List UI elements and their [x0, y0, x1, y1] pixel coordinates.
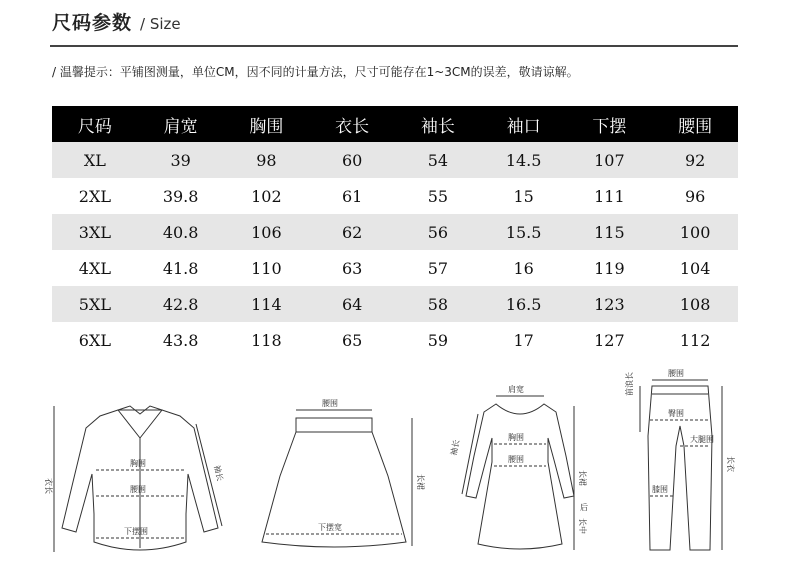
skirt-length-label: 长裙 — [416, 474, 425, 490]
pants-knee-label: 膝围 — [652, 485, 668, 494]
table-cell: 115 — [567, 214, 653, 250]
size-table-header-row — [52, 106, 738, 142]
table-row — [52, 322, 738, 358]
dress-sleeve-line — [462, 414, 478, 494]
table-cell: 108 — [652, 286, 738, 322]
column-header: 袖口 — [481, 106, 567, 142]
table-cell: 111 — [567, 178, 653, 214]
table-cell: 39.8 — [138, 178, 224, 214]
column-header: 衣长 — [309, 106, 395, 142]
table-cell: 64 — [309, 286, 395, 322]
table-cell: 61 — [309, 178, 395, 214]
page-header — [52, 8, 181, 35]
skirt-waist-label: 腰围 — [322, 399, 338, 408]
table-cell: 16 — [481, 250, 567, 286]
table-cell: 100 — [652, 214, 738, 250]
measurement-notice: / 温馨提示：平铺图测量，单位CM，因不同的计量方法，尺寸可能存在1~3CM的误差，敬请谅解。 — [52, 65, 579, 79]
table-cell: 15.5 — [481, 214, 567, 250]
table-cell: 54 — [395, 142, 481, 178]
pants-front-rise-label: 前浪长 — [625, 372, 634, 396]
table-cell: 92 — [652, 142, 738, 178]
table-cell: 59 — [395, 322, 481, 358]
page-title: 尺码参数 — [52, 12, 133, 34]
dress-sleeve-label: 袖长 — [449, 438, 462, 457]
measurement-diagrams — [0, 366, 790, 566]
table-cell: 5XL — [52, 286, 138, 322]
shirt-sleeve-label: 袖长 — [212, 464, 225, 483]
table-cell: 16.5 — [481, 286, 567, 322]
table-cell: 57 — [395, 250, 481, 286]
table-cell: 4XL — [52, 250, 138, 286]
table-cell: 127 — [567, 322, 653, 358]
dress-back-length-label: 长中 — [578, 518, 587, 534]
shirt-hem-label: 下摆围 — [124, 527, 148, 536]
table-cell: 55 — [395, 178, 481, 214]
table-cell: 6XL — [52, 322, 138, 358]
table-cell: 63 — [309, 250, 395, 286]
pants-waist-label: 腰围 — [668, 369, 684, 378]
pants-diagram — [640, 380, 722, 550]
table-cell: 96 — [652, 178, 738, 214]
pants-thigh-label: 大腿围 — [690, 435, 714, 444]
table-cell: 40.8 — [138, 214, 224, 250]
table-cell: 114 — [224, 286, 310, 322]
table-cell: 17 — [481, 322, 567, 358]
table-cell: 104 — [652, 250, 738, 286]
page-subtitle: / Size — [140, 15, 181, 33]
table-row — [52, 286, 738, 322]
table-cell: 39 — [138, 142, 224, 178]
column-header: 袖长 — [395, 106, 481, 142]
diagram-canvas — [0, 366, 790, 566]
table-cell: 123 — [567, 286, 653, 322]
table-row — [52, 178, 738, 214]
column-header: 下摆 — [567, 106, 653, 142]
table-cell: 118 — [224, 322, 310, 358]
table-cell: 42.8 — [138, 286, 224, 322]
table-cell: 102 — [224, 178, 310, 214]
dress-body-outline — [466, 404, 574, 549]
table-cell: 107 — [567, 142, 653, 178]
skirt-hem-label: 下摆宽 — [318, 523, 342, 532]
table-cell: 14.5 — [481, 142, 567, 178]
pants-length-label: 长衣 — [726, 456, 735, 472]
title-divider — [50, 45, 738, 47]
table-cell: 60 — [309, 142, 395, 178]
table-cell: XL — [52, 142, 138, 178]
table-cell: 62 — [309, 214, 395, 250]
table-cell: 65 — [309, 322, 395, 358]
table-cell: 43.8 — [138, 322, 224, 358]
table-cell: 56 — [395, 214, 481, 250]
table-cell: 112 — [652, 322, 738, 358]
pants-hip-label: 臀围 — [668, 409, 684, 418]
table-cell: 98 — [224, 142, 310, 178]
dress-diagram — [462, 396, 574, 550]
table-cell: 3XL — [52, 214, 138, 250]
table-cell: 110 — [224, 250, 310, 286]
size-table-body — [52, 142, 738, 358]
table-row — [52, 142, 738, 178]
shirt-chest-label: 胸围 — [130, 459, 146, 468]
dress-shoulder-label: 肩宽 — [508, 385, 524, 394]
table-row — [52, 250, 738, 286]
dress-back-label: 后 — [580, 503, 588, 512]
column-header: 肩宽 — [138, 106, 224, 142]
dress-waist-label: 腰围 — [508, 455, 524, 464]
column-header: 胸围 — [224, 106, 310, 142]
table-cell: 2XL — [52, 178, 138, 214]
shirt-waist-label: 腰围 — [130, 485, 146, 494]
table-cell: 41.8 — [138, 250, 224, 286]
table-cell: 106 — [224, 214, 310, 250]
column-header: 尺码 — [52, 106, 138, 142]
skirt-waistband-outline — [296, 418, 372, 432]
size-table — [52, 106, 738, 358]
column-header: 腰围 — [652, 106, 738, 142]
table-row — [52, 214, 738, 250]
shirt-collar-outline — [118, 406, 162, 438]
table-cell: 15 — [481, 178, 567, 214]
dress-chest-label: 胸围 — [508, 433, 524, 442]
table-cell: 119 — [567, 250, 653, 286]
shirt-length-label: 衣长 — [44, 478, 53, 494]
table-cell: 58 — [395, 286, 481, 322]
dress-length-label: 长裙 — [578, 470, 587, 486]
